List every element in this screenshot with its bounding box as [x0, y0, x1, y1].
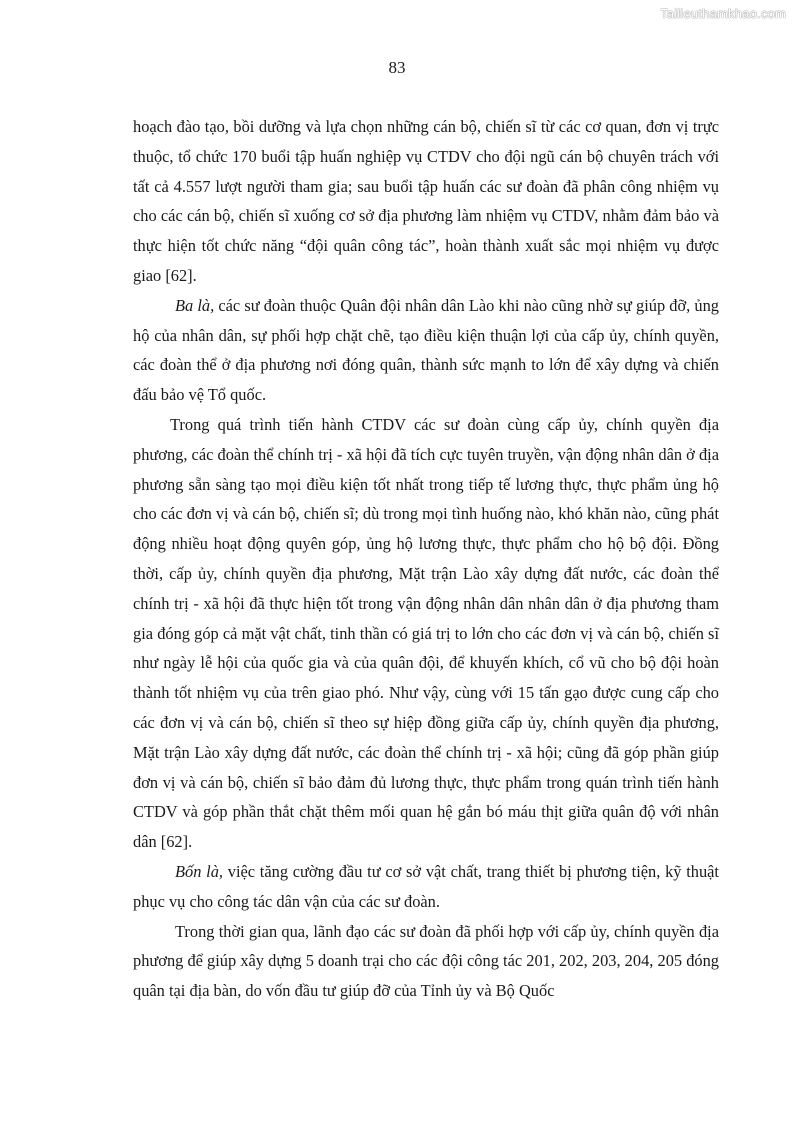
paragraph-text: việc tăng cường đầu tư cơ sở vật chất, trang thiết bị phương tiện, kỹ thuật phục vụ cho công tác dân vận của các sư đoàn. [133, 861, 719, 911]
watermark-text: Tailieuthamkhao.com [660, 6, 786, 21]
paragraph-5 [133, 917, 719, 1006]
paragraph-2 [133, 291, 719, 410]
paragraph-text: các sư đoàn thuộc Quân đội nhân dân Lào khi nào cũng nhờ sự giúp đỡ, ủng hộ của nhân dân, sự phối hợp chặt chẽ, tạo điều kiện thuận lợi của cấp ủy, chính quyền, các đoàn thể ở địa phương nơi đóng quân, thành sức mạnh to lớn để xây dựng và chiến đấu bảo vệ Tổ quốc. [133, 295, 719, 405]
paragraph-lead: Bốn là, [175, 861, 223, 881]
paragraph-3 [133, 410, 719, 857]
paragraph-lead: Ba là, [175, 295, 215, 315]
paragraph-text: Trong thời gian qua, lãnh đạo các sư đoàn đã phối hợp với cấp ủy, chính quyền địa phương để giúp xây dựng 5 doanh trại cho các đội công tác 201, 202, 203, 204, 205 đóng quân tại địa bàn, do vốn đầu tư giúp đỡ của Tỉnh ủy và Bộ Quốc [133, 921, 719, 1001]
paragraph-text: hoạch đào tạo, bồi dưỡng và lựa chọn những cán bộ, chiến sĩ từ các cơ quan, đơn vị trực thuộc, tổ chức 170 buổi tập huấn nghiệp vụ CTDV cho đội ngũ cán bộ chuyên trách với tất cả 4.557 lượt người tham gia; sau buổi tập huấn các sư đoàn đã phân công nhiệm vụ cho các cán bộ, chiến sĩ xuống cơ sở địa phương làm nhiệm vụ CTDV, nhằm đảm bảo và thực hiện tốt chức năng “đội quân công tác”, hoàn thành xuất sắc mọi nhiệm vụ được giao [62]. [133, 117, 719, 285]
paragraph-4 [133, 857, 719, 917]
paragraph-text: Trong quá trình tiến hành CTDV các sư đoàn cùng cấp ủy, chính quyền địa phương, các đoàn thể chính trị - xã hội đã tích cực tuyên truyền, vận động nhân dân ở địa phương sẵn sàng tạo mọi điều kiện tốt nhất trong tiếp tế lương thực, thực phẩm ủng hộ cho các đơn vị và cán bộ, chiến sĩ; dù trong mọi tình huống nào, khó khăn nào, cũng phát động nhiều hoạt động quyên góp, ủng hộ lương thực, thực phẩm cho hộ bộ đội. Đồng thời, cấp ủy, chính quyền địa phương, Mặt trận Lào xây dựng đất nước, các đoàn thể chính trị - xã hội đã thực hiện tốt trong vận động nhân dân nhân dân ở địa phương tham gia đóng góp cả mặt vật chất, tinh thần có giá trị to lớn cho các đơn vị và cán bộ, chiến sĩ như ngày lễ hội của quốc gia và của quân đội, để khuyến khích, cổ vũ cho bộ đội hoàn thành tốt nhiệm vụ của trên giao phó. Như vậy, cùng với 15 tấn gạo được cung cấp cho các đơn vị và cán bộ, chiến sĩ theo sự hiệp đồng giữa cấp ủy, chính quyền địa phương, Mặt trận Lào xây dựng đất nước, các đoàn thể chính trị - xã hội; cũng đã góp phần giúp đơn vị và cán bộ, chiến sĩ bảo đảm đủ lương thực, thực phẩm trong quán trình tiến hành CTDV và góp phần thắt chặt thêm mối quan hệ gắn bó máu thịt giữa quân độ với nhân dân [62]. [133, 414, 719, 852]
document-body [133, 112, 719, 1006]
page-number: 83 [388, 58, 406, 77]
paragraph-1 [133, 112, 719, 291]
